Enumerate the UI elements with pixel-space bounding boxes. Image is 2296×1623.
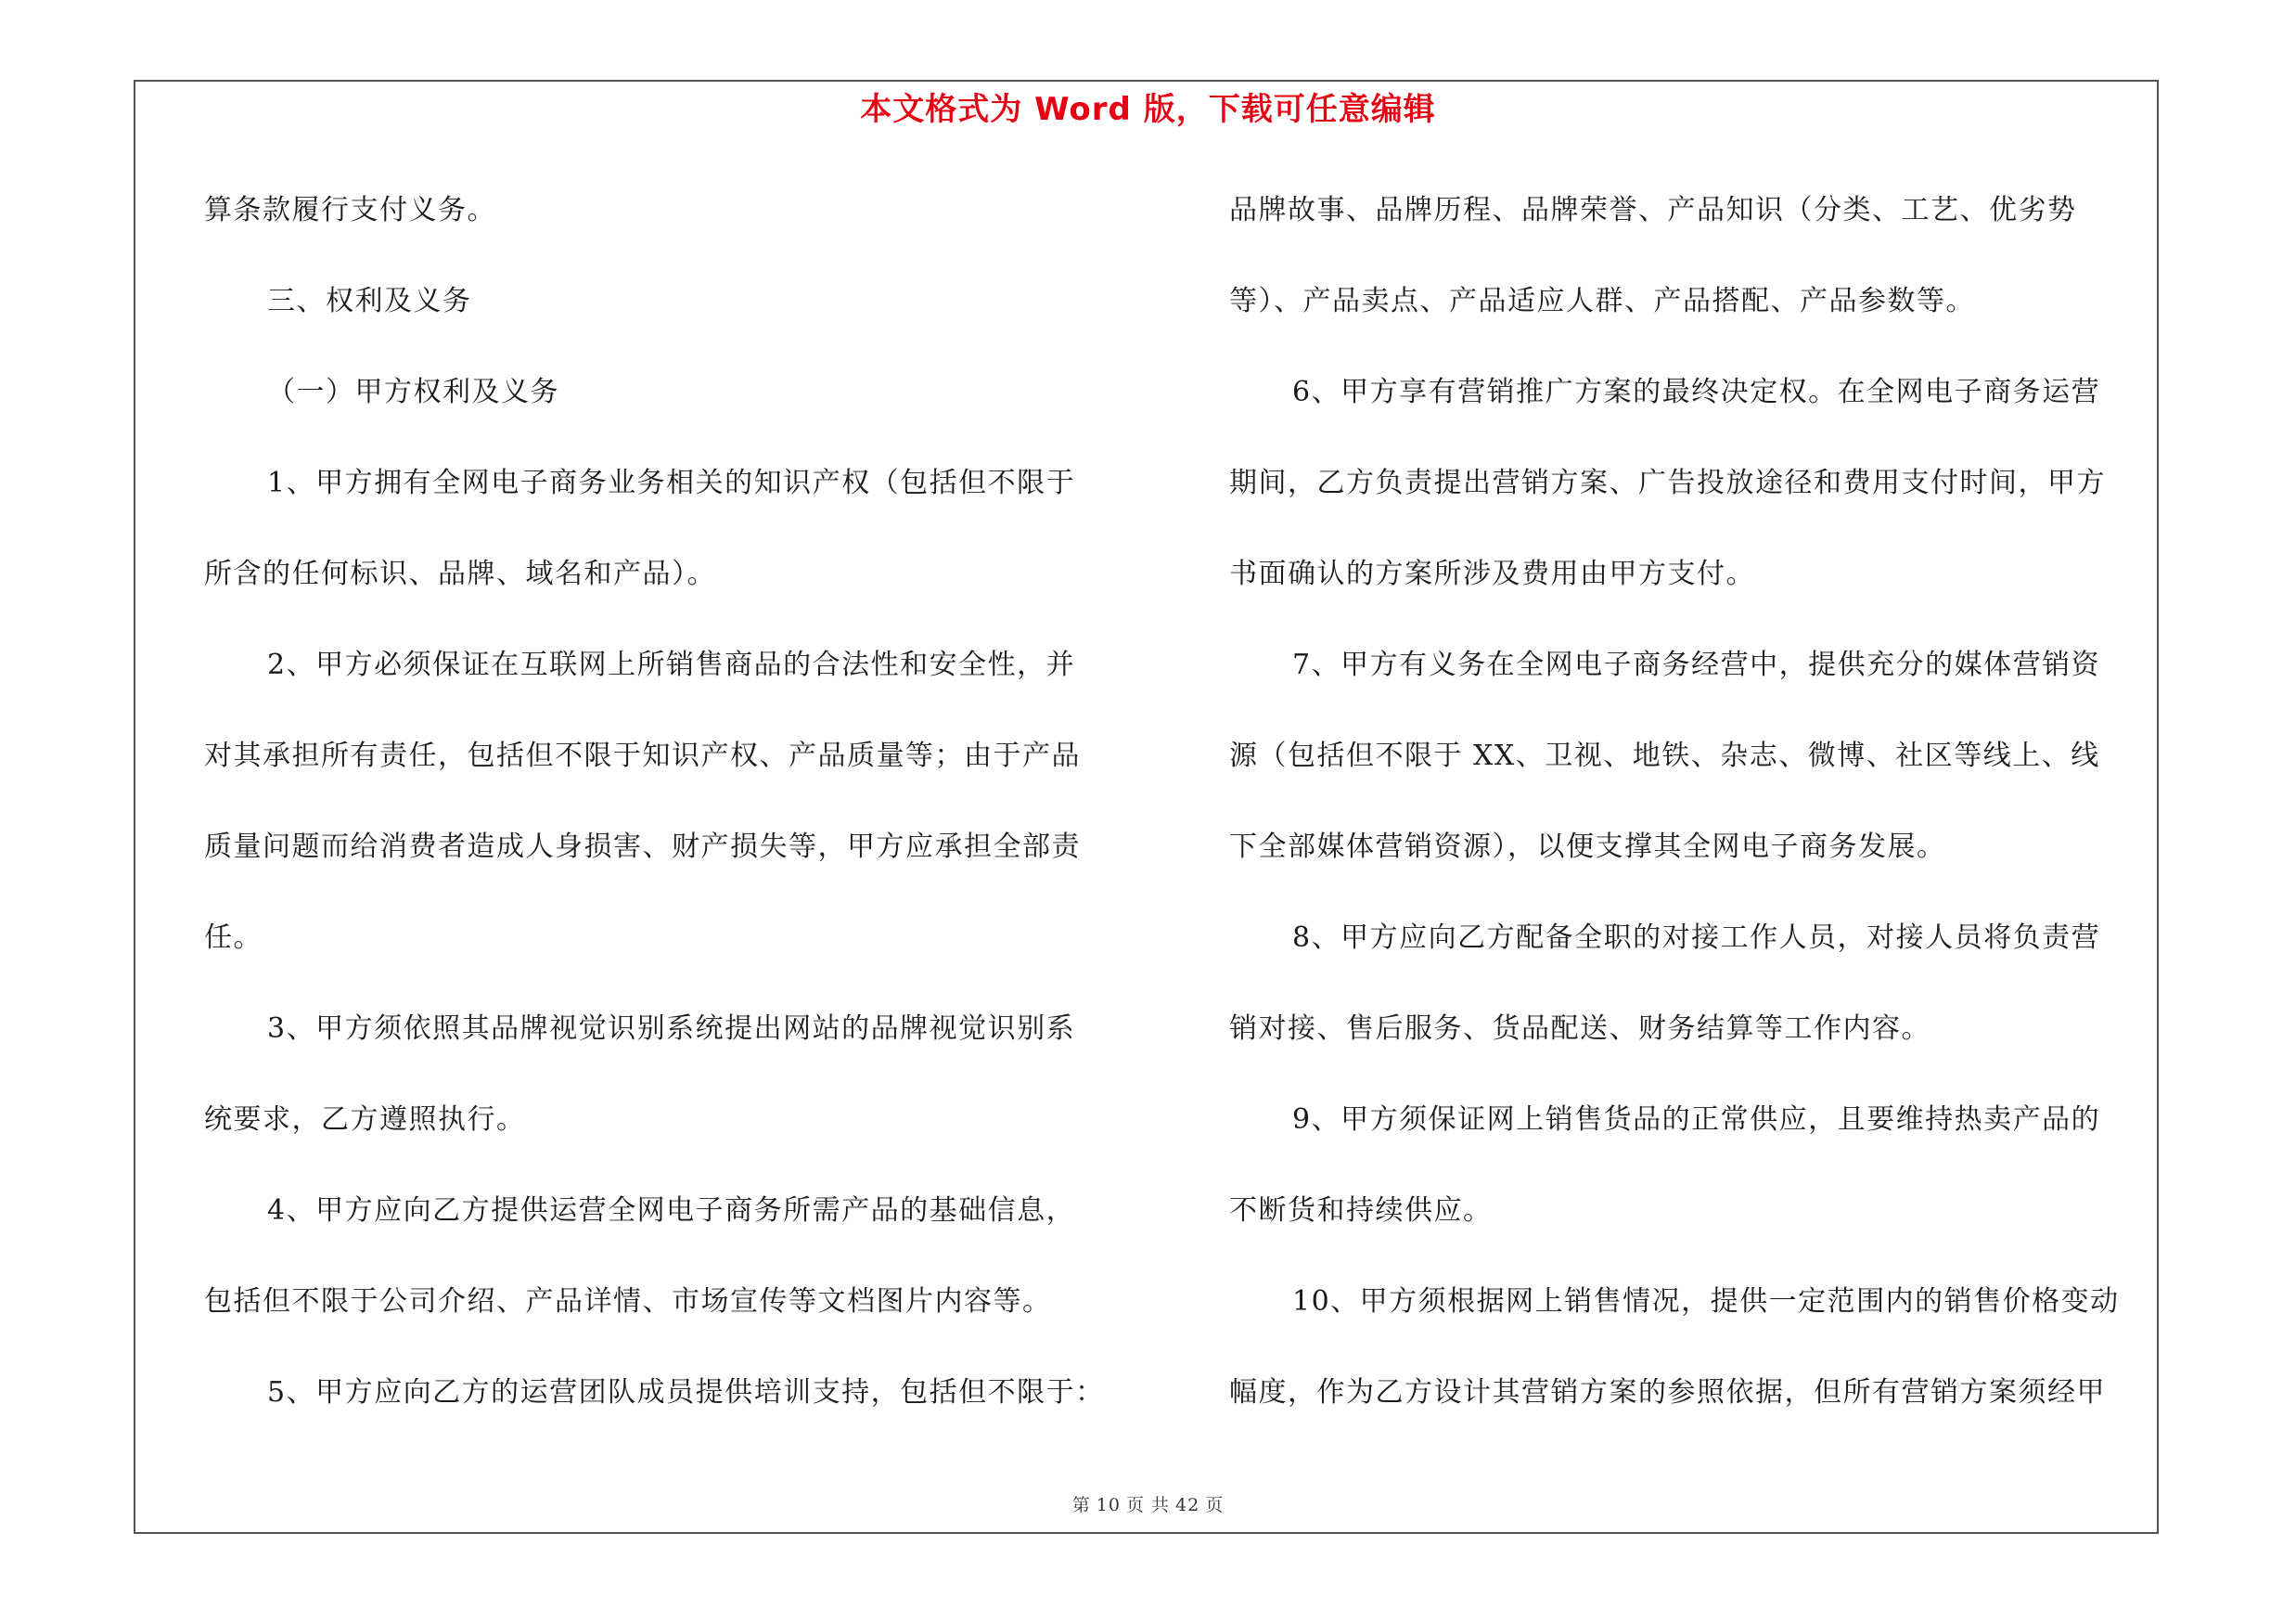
text-line: 幅度，作为乙方设计其营销方案的参照依据，但所有营销方案须经甲 [1229, 1376, 2106, 1409]
page-number-footer [0, 1494, 2296, 1516]
text-line: 5、甲方应向乙方的运营团队成员提供培训支持，包括但不限于： [267, 1376, 1105, 1409]
text-line: 算条款履行支付义务。 [204, 194, 496, 226]
footer-total-pages: 42 [1175, 1495, 1200, 1515]
text-line: 品牌故事、品牌历程、品牌荣誉、产品知识（分类、工艺、优劣势 [1229, 194, 2077, 226]
text-line: 书面确认的方案所涉及费用由甲方支付。 [1229, 558, 1755, 590]
text-line: 任。 [204, 921, 263, 954]
text-line: 质量问题而给消费者造成人身损害、财产损失等，甲方应承担全部责 [204, 831, 1081, 863]
text-line: 等）、产品卖点、产品适应人群、产品搭配、产品参数等。 [1229, 285, 1975, 317]
text-line: 8、甲方应向乙方配备全职的对接工作人员，对接人员将负责营 [1292, 921, 2101, 954]
text-line: 3、甲方须依照其品牌视觉识别系统提出网站的品牌视觉识别系 [267, 1012, 1076, 1045]
text-line: 下全部媒体营销资源），以便支撑其全网电子商务发展。 [1229, 831, 1946, 863]
text-line: 7、甲方有义务在全网电子商务经营中，提供充分的媒体营销资 [1292, 649, 2101, 681]
footer-current-page: 10 [1096, 1495, 1121, 1515]
text-line: 对其承担所有责任，包括但不限于知识产权、产品质量等；由于产品 [204, 740, 1081, 772]
footer-suffix: 页 [1205, 1495, 1225, 1515]
right-text-column [1229, 182, 2148, 1455]
footer-middle: 页 共 [1125, 1495, 1171, 1515]
text-line: 所含的任何标识、品牌、域名和产品）。 [204, 558, 716, 590]
text-line: 6、甲方享有营销推广方案的最终决定权。在全网电子商务运营 [1292, 376, 2101, 408]
text-line: 包括但不限于公司介绍、产品详情、市场宣传等文档图片内容等。 [204, 1285, 1052, 1318]
text-line: 2、甲方必须保证在互联网上所销售商品的合法性和安全性，并 [267, 649, 1076, 681]
text-line: 三、权利及义务 [267, 285, 472, 317]
left-text-column [204, 182, 1122, 1455]
footer-prefix: 第 [1071, 1495, 1091, 1515]
text-line: 4、甲方应向乙方提供运营全网电子商务所需产品的基础信息， [267, 1194, 1076, 1227]
text-line: 不断货和持续供应。 [1229, 1194, 1493, 1227]
text-line: 10、甲方须根据网上销售情况，提供一定范围内的销售价格变动 [1292, 1285, 2120, 1318]
text-line: 9、甲方须保证网上销售货品的正常供应，且要维持热卖产品的 [1292, 1103, 2101, 1136]
text-line: 统要求，乙方遵照执行。 [204, 1103, 526, 1136]
text-line: 1、甲方拥有全网电子商务业务相关的知识产权（包括但不限于 [267, 467, 1076, 499]
word-format-banner: 本文格式为 Word 版，下载可任意编辑 [860, 91, 1436, 128]
text-line: 销对接、售后服务、货品配送、财务结算等工作内容。 [1229, 1012, 1930, 1045]
text-line: 期间，乙方负责提出营销方案、广告投放途径和费用支付时间，甲方 [1229, 467, 2106, 499]
text-line: （一）甲方权利及义务 [267, 376, 559, 408]
text-line: 源（包括但不限于 XX、卫视、地铁、杂志、微博、社区等线上、线 [1229, 740, 2100, 772]
